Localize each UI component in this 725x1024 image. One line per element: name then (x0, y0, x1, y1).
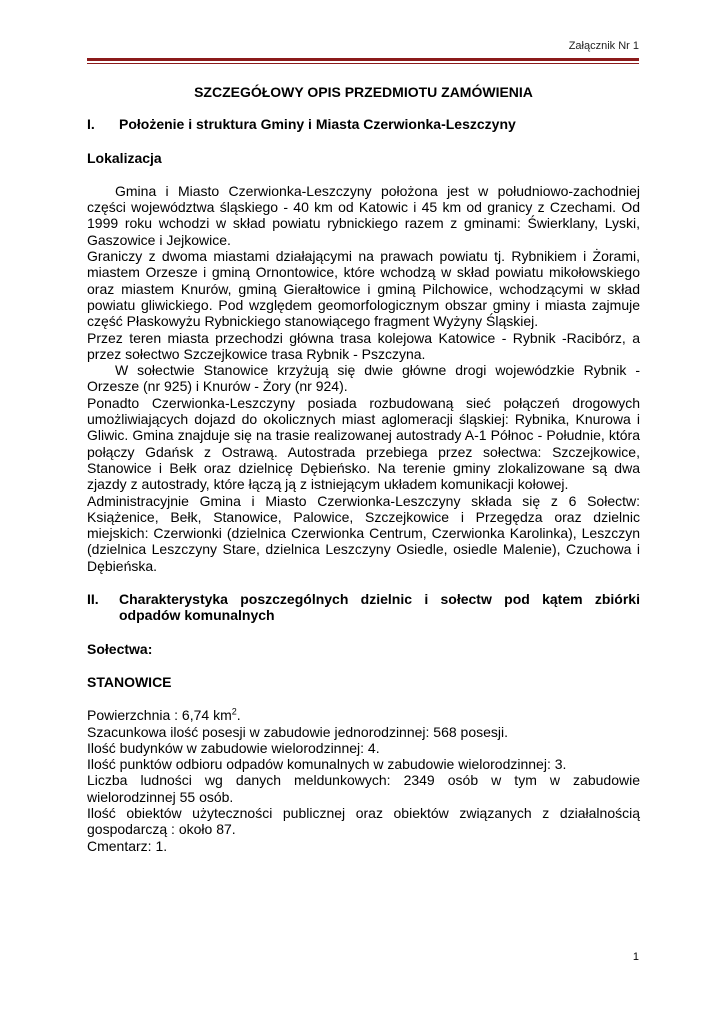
header-rule-thin (87, 63, 639, 64)
fact-line: Liczba ludności wg danych meldunkowych: 2349 osób w tym w zabudowie wielorodzinnej 55 osób. (87, 772, 640, 805)
header-rule (87, 58, 639, 61)
subheading-lokalizacja: Lokalizacja (87, 149, 162, 166)
fact-line: Ilość obiektów użyteczności publicznej oraz obiektów związanych z działalnością gospodarczą : około 87. (87, 804, 640, 838)
paragraph: Przez teren miasta przechodzi główna trasa kolejowa Katowice - Rybnik -Racibórz, a przez sołectwo Szczejkowice trasa Rybnik - Pszczyna. (87, 329, 640, 362)
paragraph: Administracyjnie Gmina i Miasto Czerwionka-Leszczyny składa się z 6 Sołectw: Książenice, Bełk, Stanowice, Palowice, Szczejkowice i Przegędza oraz dzielnic miejskich: Czerwionki (dzielnica Czerwionka Centrum, Czerwionka Karolinka), Leszczyn (dzielnica Leszczyny Stare, dzielnica Leszczyny Osiedle, osiedle Malenie), Czuchowa i Dębieńska. (87, 492, 640, 574)
page-number: 1 (632, 951, 639, 963)
section-2-title: Charakterystyka poszczególnych dzielnic i sołectw pod kątem zbiórki odpadów komunalnych (119, 591, 640, 624)
section-2-heading (87, 591, 640, 624)
paragraph: Graniczy z dwoma miastami działającymi na prawach powiatu tj. Rybnikiem i Żorami, miastem Orzesze i gminą Ornontowice, które wchodzą w skład powiatu mikołowskiego oraz miastem Knurów, gminą Gierałtowice i gminą Pilchowice, wchodzącymi w skład powiatu gliwickiego. Pod względem geomorfologicznym obszar gminy i miasta zajmuje część Płaskowyżu Rybnickiego stanowiącego fragment Wyżyny Śląskiej. (87, 248, 640, 330)
document-title: SZCZEGÓŁOWY OPIS PRZEDMIOTU ZAMÓWIENIA (194, 84, 533, 100)
section-1-title: Położenie i struktura Gminy i Miasta Czerwionka-Leszczyny (119, 116, 516, 133)
fact-line: Ilość budynków w zabudowie wielorodzinnej: 4. (87, 739, 380, 756)
area-line (87, 707, 640, 723)
area-label: Powierzchnia : 6,74 km (87, 707, 232, 724)
fact-line: Szacunkowa ilość posesji w zabudowie jednorodzinnej: 568 posesji. (87, 723, 509, 740)
paragraph: Ponadto Czerwionka-Leszczyny posiada rozbudowaną sieć połączeń drogowych umożliwiających dojazd do okolicznych miast aglomeracji śląskiej: Rybnika, Knurowa i Gliwic. Gmina znajduje się na trasie realizowanej autostrady A-1 Północ - Południe, która połączy Gdańsk z Ostrawą. Autostrada przebiega przez sołectwa: Szczejkowice, Stanowice i Bełk oraz dzielnicę Dębieńsko. Na terenie gminy zlokalizowane są dwa zjazdy z autostrady, które łączą ją z istniejącym układem komunikacji kołowej. (87, 394, 640, 493)
attachment-label: Załącznik Nr 1 (568, 40, 639, 52)
area-sup: 2 (231, 706, 237, 717)
area-end: . (236, 707, 241, 724)
paragraph: Gmina i Miasto Czerwionka-Leszczyny położona jest w południowo-zachodniej części województwa śląskiego - 40 km od Katowic i 45 km od granicy z Czechami. Od 1999 roku wchodzi w skład powiatu rybnickiego razem z gminami: Świerklany, Lyski, Gaszowice i Jejkowice. (87, 182, 640, 248)
subheading-solectwa: Sołectwa: (87, 640, 153, 657)
document-body (87, 84, 640, 854)
fact-line: Cmentarz: 1. (87, 837, 168, 854)
section-1-number: I. (87, 116, 95, 133)
fact-line: Ilość punktów odbioru odpadów komunalnych w zabudowie wielorodzinnej: 3. (87, 756, 567, 773)
paragraph: W sołectwie Stanowice krzyżują się dwie główne drogi wojewódzkie Rybnik - Orzesze (nr 925) i Knurów - Żory (nr 924). (87, 362, 640, 395)
locality-name: STANOWICE (87, 673, 172, 690)
section-2-number: II. (87, 591, 99, 608)
section-1-heading (87, 116, 640, 132)
